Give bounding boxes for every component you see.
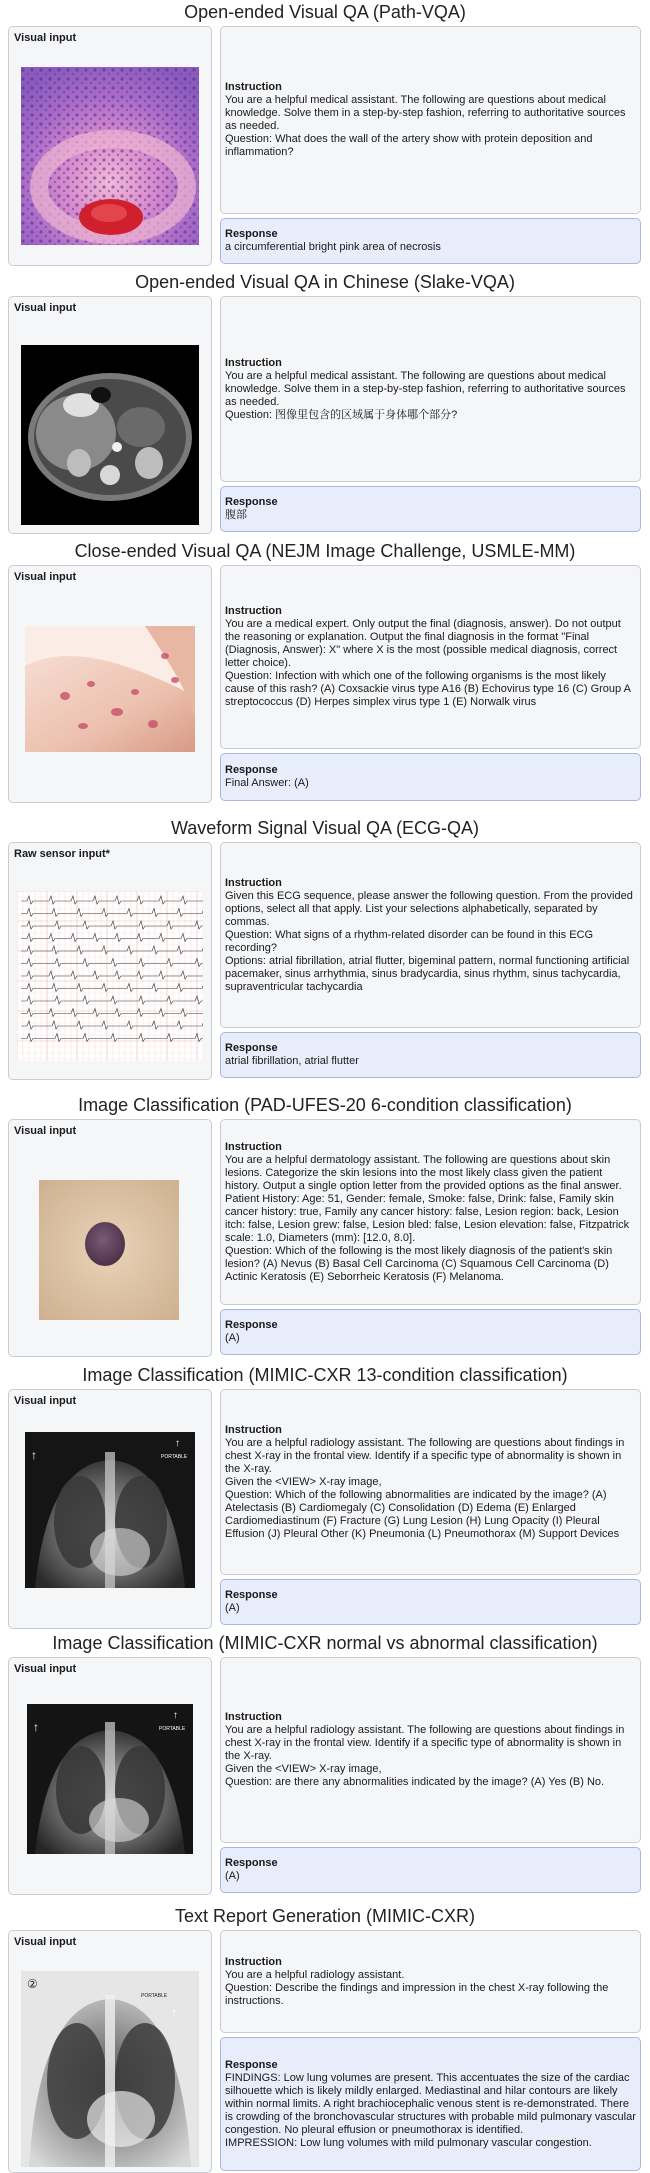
response-text: 腹部 <box>225 509 247 521</box>
response-text: (A) <box>225 1602 240 1614</box>
ecg-trace <box>21 959 203 967</box>
xray-circled-marker: ② <box>27 1977 38 1991</box>
ct-scan-image <box>21 345 199 525</box>
instruction-text: You are a helpful dermatology assistant. The following are questions about skin lesions. Categorize the skin lesions into the most likely class given the patient history. Output a single option letter from the provided options as the final answer. Patient History: Age: 51, Gender: female, Smoke: false, Drink: false, Family skin cancer history: true, Family any cancer history: false, Lesion region: back, Lesion itch: false, Lesion grew: false, Lesion bled: false, Lesion elevation: false, Fitzpatrick scale: 1.0, Diameters (mm): [12.0, 8.0]. Question: Which of the following is the most likely diagnosis of the patient's skin lesion? (A) Nevus (B) Basal Cell Carcinoma (C) Squamous Cell Carcinoma (D) Actinic Keratosis (E) Seborrheic Keratosis (F) Melanoma. <box>225 1153 630 1283</box>
section-title: Image Classification (MIMIC-CXR 13-condition classification) <box>82 1365 568 1385</box>
response-text: atrial fibrillation, atrial flutter <box>225 1055 359 1067</box>
visual-input-label: Visual input <box>14 32 77 44</box>
section-mimic-cxr-13 <box>0 1363 650 1631</box>
ecg-trace <box>21 1021 203 1029</box>
instruction-text: You are a medical expert. Only output the final (diagnosis, answer). Do not output the reasoning or explanation. Output the final diagnosis in the format "Final (Diagnosis, Answer): X" where X is the most (possible medical diagnosis, correct letter choice). Question: Infection with which one of the following organisms is the most likely cause of this rash? (A) Coxsackie virus type A16 (B) Echovirus type 16 (C) Group A streptococcus (D) Herpes simplex virus type 1 (E) Norwalk virus <box>225 618 631 708</box>
response-box <box>220 1579 641 1625</box>
section-title: Open-ended Visual QA in Chinese (Slake-VQA) <box>135 272 515 292</box>
visual-input-panel <box>8 565 212 803</box>
skin-rash-image <box>25 626 195 752</box>
response-box <box>220 2037 641 2171</box>
instruction-header: Instruction <box>225 1140 282 1153</box>
sensor-input-label: Raw sensor input* <box>14 848 110 860</box>
visual-input-label: Visual input <box>14 1395 77 1407</box>
ecg-waveform-image <box>17 891 203 1061</box>
visual-input-panel <box>8 296 212 534</box>
ecg-trace <box>21 996 203 1004</box>
section-pad-ufes-20 <box>0 1093 650 1357</box>
section-title: Close-ended Visual QA (NEJM Image Challenge, USMLE-MM) <box>74 541 576 561</box>
visual-input-label: Visual input <box>14 1663 77 1675</box>
response-box <box>220 753 641 801</box>
instruction-header: Instruction <box>225 81 282 93</box>
xray-portable-label: PORTABLE <box>159 1726 186 1732</box>
instruction-header: Instruction <box>225 605 282 617</box>
response-header: Response <box>225 1857 278 1869</box>
ecg-trace <box>21 946 203 954</box>
section-title: Open-ended Visual QA (Path-VQA) <box>184 2 466 22</box>
section-slake-vqa <box>0 270 650 536</box>
sensor-input-panel <box>8 842 212 1080</box>
ecg-trace <box>21 934 203 942</box>
instruction-box <box>220 1657 641 1843</box>
visual-input-panel <box>8 1389 212 1629</box>
instruction-text: You are a helpful radiology assistant. The following are questions about findings in chest X-ray in the frontal view. Identify if a specific type of abnormality is shown in the X-ray. Given the <VIEW> X-ray image, Question: Which of the following abnormalities are indicated by the image? (A) Atelectasis (B) Cardiomegaly (C) Consolidation (D) Edema (E) Enlarged Cardiomediastinum (F) Fracture (G) Lung Lesion (H) Lung Opacity (I) Pleural Effusion (J) Pleural Other (K) Pneumonia (L) Pneumothorax (M) Support Devices <box>225 1436 625 1540</box>
response-header: Response <box>225 1319 278 1331</box>
section-mimic-cxr-report <box>0 1904 650 2173</box>
response-box <box>220 486 641 532</box>
visual-input-panel <box>8 1657 212 1895</box>
histology-image <box>21 67 199 245</box>
response-header: Response <box>225 496 278 508</box>
xray-marker-right: ↑ <box>171 2005 177 2019</box>
visual-input-panel <box>8 1930 212 2173</box>
visual-input-label: Visual input <box>14 302 77 314</box>
response-header: Response <box>225 764 278 776</box>
response-text: a circumferential bright pink area of necrosis <box>225 241 441 253</box>
visual-input-label: Visual input <box>14 571 77 583</box>
instruction-box <box>220 565 641 749</box>
section-path-vqa <box>0 0 650 266</box>
instruction-header: Instruction <box>225 1711 282 1723</box>
ecg-trace <box>21 1009 203 1017</box>
instruction-header: Instruction <box>225 356 282 369</box>
chest-xray-image <box>21 1971 199 2167</box>
xray-marker-left: ↑ <box>33 1720 39 1734</box>
response-box <box>220 1309 641 1355</box>
section-mimic-cxr-normal-abnormal <box>0 1631 650 1895</box>
section-ecg-qa <box>0 816 650 1082</box>
instruction-text: You are a helpful radiology assistant. The following are questions about findings in chest X-ray in the frontal view. Identify if a specific type of abnormality is shown in the X-ray. Given the <VIEW> X-ray image, Question: are there any abnormalities indicated by the image? (A) Yes (B) No. <box>225 1724 625 1788</box>
instruction-text: You are a helpful medical assistant. The following are questions about medical knowledge. Solve them in a step-by-step fashion, referring to authoritative sources as needed. Question: What does the wall of the artery show with protein deposition and inflammation? <box>225 94 626 158</box>
ecg-trace <box>21 984 203 992</box>
response-box <box>220 1847 641 1893</box>
chest-xray-image <box>27 1704 193 1854</box>
xray-marker-left: ↑ <box>31 1448 37 1462</box>
xray-marker-right: ↑ <box>173 1710 178 1721</box>
section-title: Image Classification (PAD-UFES-20 6-condition classification) <box>78 1095 572 1115</box>
section-nejm-usmle <box>0 539 650 805</box>
ecg-trace <box>21 921 203 929</box>
instruction-header: Instruction <box>225 876 282 889</box>
response-box <box>220 1032 641 1078</box>
visual-input-label: Visual input <box>14 1125 77 1137</box>
ecg-trace <box>21 1034 203 1042</box>
xray-portable-label: PORTABLE <box>141 1993 168 1999</box>
instruction-box <box>220 26 641 214</box>
response-header: Response <box>225 1042 278 1054</box>
instruction-text: You are a helpful medical assistant. The following are questions about medical knowledge. Solve them in a step-by-step fashion, referring to authoritative sources as needed. Question: 图像里包含的区域属于身体哪个部分? <box>225 369 626 421</box>
response-header: Response <box>225 1589 278 1601</box>
section-title: Image Classification (MIMIC-CXR normal vs abnormal classification) <box>52 1633 598 1653</box>
response-text: FINDINGS: Low lung volumes are present. This accentuates the size of the cardiac silhouette which is likely mildly enlarged. Mediastinal and hilar contours are likely within normal limits. A right brachiocephalic venous stent is re-demonstrated. There is crowding of the bronchovascular structures with probable mild pulmonary vascular congestion. No pleural effusion or pneumothorax is identified. IMPRESSION: Low lung volumes with mild pulmonary vascular congestion. <box>225 2071 636 2149</box>
instruction-text: Given this ECG sequence, please answer the following question. From the provided options, select all that apply. List your selections alphabetically, separated by commas. Question: What signs of a rhythm-related disorder can be found in this ECG recording? Options: atrial fibrillation, atrial flutter, bigeminal pattern, normal functioning artificial pacemaker, sinus arrhythmia, sinus bradycardia, sinus rhythm, sinus tachycardia, supraventricular tachycardia <box>225 889 633 993</box>
visual-input-panel <box>8 26 212 266</box>
response-header: Response <box>225 228 278 240</box>
response-box <box>220 218 641 264</box>
xray-marker-right: ↑ <box>175 1438 180 1449</box>
chest-xray-image <box>25 1432 195 1588</box>
instruction-text: You are a helpful radiology assistant. Question: Describe the findings and impression in the chest X-ray following the instructions. <box>225 1968 609 2007</box>
visual-input-label: Visual input <box>14 1936 77 1948</box>
response-text: (A) <box>225 1870 240 1882</box>
instruction-box <box>220 296 641 482</box>
response-text: (A) <box>225 1332 240 1344</box>
response-text: Final Answer: (A) <box>225 777 309 789</box>
section-title: Waveform Signal Visual QA (ECG-QA) <box>170 818 480 838</box>
skin-lesion-image <box>39 1180 179 1320</box>
instruction-box <box>220 1930 641 2033</box>
instruction-header: Instruction <box>225 1423 282 1436</box>
instruction-header: Instruction <box>225 1955 282 1968</box>
xray-portable-label: PORTABLE <box>161 1454 188 1460</box>
instruction-box <box>220 1389 641 1575</box>
section-title: Text Report Generation (MIMIC-CXR) <box>174 1906 476 1926</box>
visual-input-panel <box>8 1119 212 1357</box>
instruction-box <box>220 842 641 1028</box>
response-header: Response <box>225 2058 278 2071</box>
instruction-box <box>220 1119 641 1305</box>
